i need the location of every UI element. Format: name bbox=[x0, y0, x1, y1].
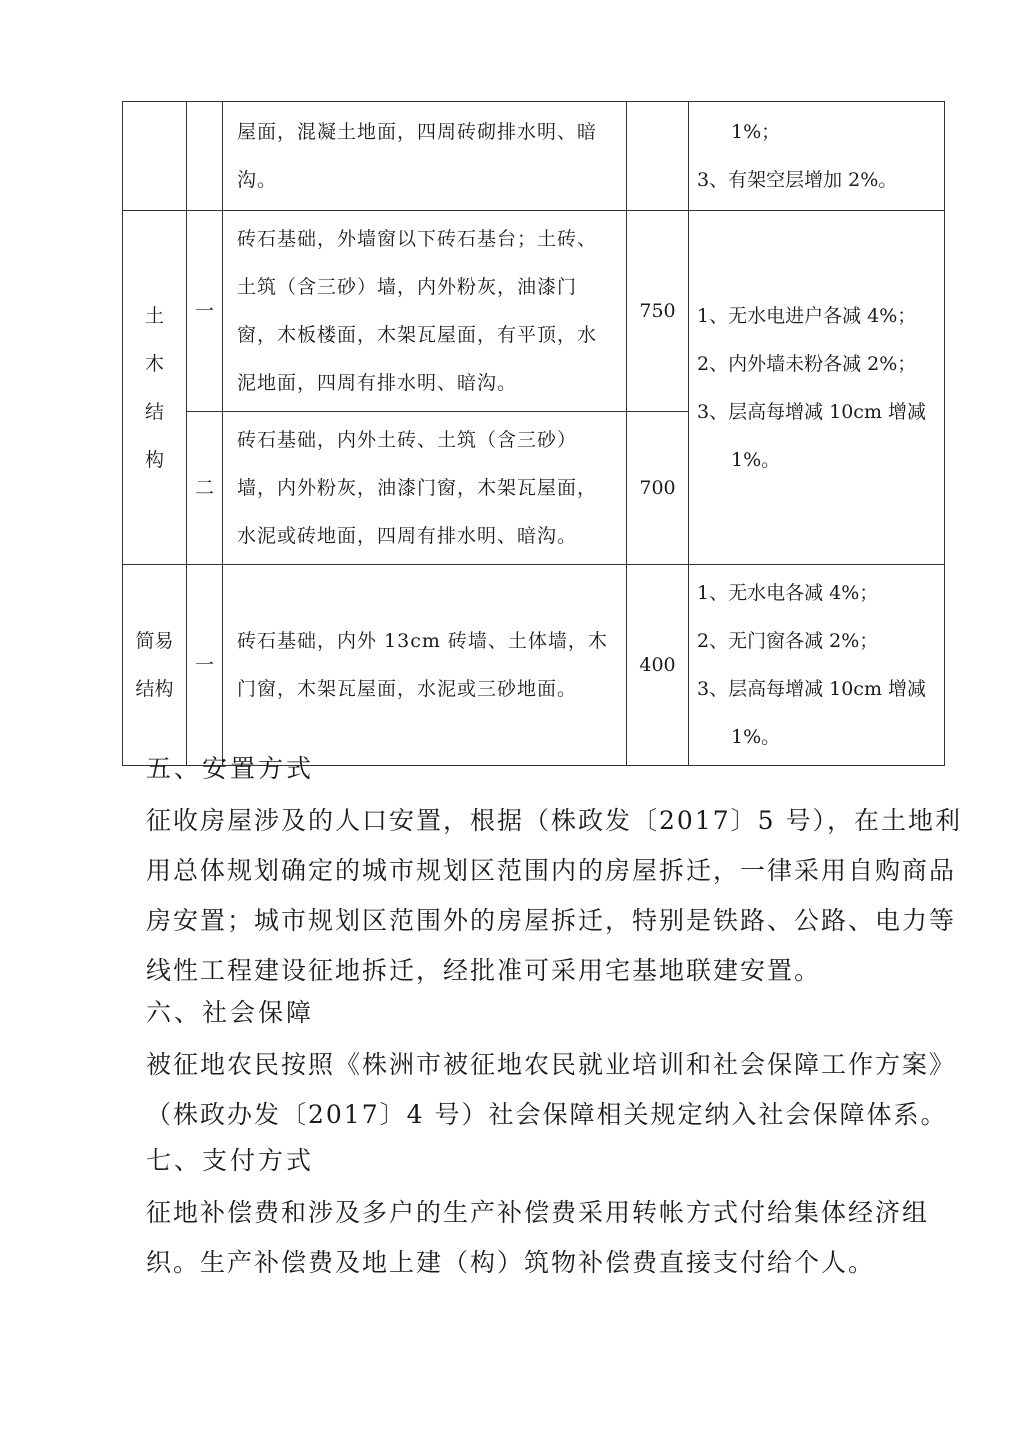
category-char: 结 bbox=[144, 400, 164, 423]
note-line: 3、层高每增减 10cm 增减 bbox=[697, 400, 927, 423]
table-row bbox=[123, 102, 945, 211]
section-body-payment bbox=[92, 1188, 972, 1288]
compensation-table bbox=[122, 101, 945, 766]
table-row bbox=[123, 565, 945, 766]
section-body-social-security bbox=[92, 1040, 972, 1140]
note-line: 3、层高每增减 10cm 增减 bbox=[697, 678, 927, 700]
note-line: 1%。 bbox=[731, 726, 781, 748]
description-cell: 砖石基础，内外土砖、土筑（含三砂）墙，内外粉灰，油漆门窗，木架瓦屋面，水泥或砖地面，四周有排水明、暗沟。 bbox=[223, 412, 627, 565]
note-line: 2、内外墙未粉各减 2%； bbox=[697, 352, 917, 375]
notes-cell bbox=[689, 102, 945, 211]
note-line: 1、无水电各减 4%； bbox=[697, 582, 879, 604]
category-cell-tumu bbox=[123, 211, 187, 565]
grade-cell: 一 bbox=[187, 565, 223, 766]
section-body-resettlement bbox=[92, 796, 972, 996]
note-line: 1%。 bbox=[731, 448, 781, 471]
grade-cell: 二 bbox=[187, 412, 223, 565]
table-row bbox=[123, 211, 945, 412]
notes-cell bbox=[689, 211, 945, 565]
section-heading-payment: 七、支付方式 bbox=[146, 1146, 315, 1175]
category-line: 简易 bbox=[135, 630, 174, 652]
price-cell: 400 bbox=[627, 565, 689, 766]
category-cell-jianyi bbox=[123, 565, 187, 766]
price-cell bbox=[627, 102, 689, 211]
note-line: 2、无门窗各减 2%； bbox=[697, 630, 879, 652]
price-cell: 750 bbox=[627, 211, 689, 412]
note-line: 1、无水电进户各减 4%； bbox=[697, 304, 917, 327]
category-char: 构 bbox=[144, 448, 164, 471]
grade-cell: 一 bbox=[187, 211, 223, 412]
paragraph: 征收房屋涉及的人口安置，根据（株政发〔2017〕5 号），在土地利用总体规划确定的城市规划区范围内的房屋拆迁，一律采用自购商品房安置；城市规划区范围外的房屋拆迁，特别是铁路、公路、电力等线性工程建设征地拆迁，经批准可采用宅基地联建安置。 bbox=[146, 806, 962, 985]
section-heading-resettlement: 五、安置方式 bbox=[146, 754, 315, 783]
description-cell: 砖石基础，外墙窗以下砖石基台；土砖、土筑（含三砂）墙，内外粉灰，油漆门窗，木板楼面，木架瓦屋面，有平顶，水泥地面，四周有排水明、暗沟。 bbox=[223, 211, 627, 412]
paragraph: 征地补偿费和涉及多户的生产补偿费采用转帐方式付给集体经济组织。生产补偿费及地上建（构）筑物补偿费直接支付给个人。 bbox=[146, 1198, 930, 1277]
grade-cell bbox=[187, 102, 223, 211]
description-cell: 屋面，混凝土地面，四周砖砌排水明、暗沟。 bbox=[223, 102, 627, 211]
category-line: 结构 bbox=[135, 678, 174, 700]
price-cell: 700 bbox=[627, 412, 689, 565]
note-line: 3、有架空层增加 2%。 bbox=[697, 169, 898, 191]
category-cell bbox=[123, 102, 187, 211]
notes-cell bbox=[689, 565, 945, 766]
description-cell: 砖石基础，内外 13cm 砖墙、土体墙，木门窗，木架瓦屋面，水泥或三砂地面。 bbox=[223, 565, 627, 766]
section-heading-social-security: 六、社会保障 bbox=[146, 998, 315, 1027]
category-char: 木 bbox=[144, 352, 164, 375]
paragraph: 被征地农民按照《株洲市被征地农民就业培训和社会保障工作方案》（株政办发〔2017〕4 号）社会保障相关规定纳入社会保障体系。 bbox=[146, 1050, 957, 1129]
note-line: 1%； bbox=[731, 121, 781, 143]
category-char: 土 bbox=[144, 304, 164, 327]
